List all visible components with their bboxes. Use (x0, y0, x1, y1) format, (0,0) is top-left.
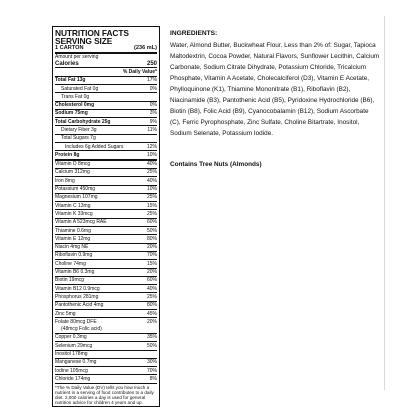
nutrient-row (55, 351, 157, 358)
nutrient-row (55, 367, 157, 374)
nutrient-label: Magnesium 107mg (55, 194, 98, 201)
nutrient-daily-value: 15% (146, 202, 157, 209)
nutrient-row (55, 143, 157, 150)
ingredients-section (170, 28, 380, 170)
nutrient-daily-value: 70% (146, 252, 157, 259)
nutrient-daily-value: 30% (146, 359, 157, 366)
nutrient-label: Zinc 5mg (55, 310, 76, 317)
nutrient-row (55, 194, 157, 201)
nutrient-label: Calcium 312mg (55, 169, 90, 176)
nutrient-daily-value: 9% (149, 118, 157, 125)
nutrient-daily-value: 25% (146, 169, 157, 176)
nutrient-row (55, 102, 157, 109)
daily-value-footnote: *The % Daily Value (DV) tells you how much a nutrient in a serving of food contributes to a daily diet. 2,000 calories a day is used for general nutrition advice for children 4 years and up. (55, 384, 154, 405)
nutrient-daily-value: 40% (146, 161, 157, 168)
serving-unit: 1 CARTON (55, 45, 84, 52)
nutrient-row (55, 318, 157, 325)
nutrient-daily-value: 50% (146, 227, 157, 234)
nutrient-label: Saturated Fat 0g (61, 85, 99, 92)
nutrient-daily-value: 25% (146, 293, 157, 300)
nutrient-row (55, 342, 157, 349)
serving-amount: (236 mL) (133, 45, 157, 52)
nutrient-row (55, 77, 157, 84)
nutrient-row (55, 326, 157, 333)
nutrient-label: Vitamin K 33mcg (55, 210, 93, 217)
nutrient-label: Cholesterol 0mg (55, 102, 95, 109)
nutrition-facts-panel (52, 26, 160, 407)
nutrient-label: Includes 6g Added Sugars (65, 143, 124, 150)
nutrient-row (55, 260, 157, 267)
nutrient-label: Riboflavin 0.9mg (55, 252, 93, 259)
nutrient-row (55, 186, 157, 193)
nutrient-label: Vitamin B12 0.9mcg (55, 285, 100, 292)
ingredients-title: INGREDIENTS: (170, 30, 218, 37)
nutrient-label: Sodium 75mg (55, 110, 88, 117)
nutrient-row (55, 227, 157, 234)
nutrient-label: Niacin 4mg NE (55, 244, 89, 251)
nutrient-daily-value: 17% (146, 77, 157, 84)
calories-value: 250 (146, 60, 157, 67)
nutrient-row (55, 252, 157, 259)
nutrient-daily-value: 0% (149, 85, 157, 92)
nutrient-daily-value: 8% (149, 375, 157, 382)
nutrient-row (55, 375, 157, 382)
nutrient-row (55, 293, 157, 300)
nutrient-label: Dietary Fiber 3g (61, 126, 97, 133)
nutrient-label: Vitamin D 8mcg (55, 161, 91, 168)
nutrient-label: Iron 8mg (55, 177, 75, 184)
nutrient-label: Vitamin B6 0.3mg (55, 269, 95, 276)
nutrient-label: Inositol 178mg (55, 351, 88, 357)
calories-row (55, 60, 157, 67)
nutrient-daily-value: 60% (146, 219, 157, 226)
nutrient-label: Potassium 450mg (55, 186, 96, 193)
nutrient-label: Iodine 105mcg (55, 367, 88, 374)
daily-value-header: % Daily Value* (122, 68, 157, 75)
nutrient-daily-value: 10% (146, 186, 157, 193)
nutrient-row (55, 244, 157, 251)
nutrient-label: Trans Fat 0g (61, 93, 90, 100)
nutrient-label: Total Sugars 7g (61, 135, 96, 142)
ingredients-text: Water, Almond Butter, Buckwheat Flour. Less than 2% of: Sugar, Tapioca Maltodextrin, Cocoa Powder, Natural Flavors, Sunflower Lecithin, Calcium Carbonate, Sodium Citrate Dihydrate, Potassium Chloride, Tricalcium Phosphate, Vitamin A Acetate, Cholecalciferol (D3), Vitamin E Acetate, Phylloquinone (K1), Thiamine Mononitrate (B1), Riboflavin (B2), Niacinamide (B3), Pantothenic Acid (B5), Pyridoxine Hydrochloride (B6), Biotin (B8), Folic Acid (B9), Cyanocobalamin (B12), Sodium Ascorbate (C), Ferric Pyrophosphate, Zinc Sulfate, Choline Bitartrate, Inositol, Sodium Selenate, Potassium Iodide. (170, 42, 380, 137)
nutrient-daily-value: 35% (146, 334, 157, 341)
nutrient-label: Thiamine 0.6mg (55, 227, 91, 234)
nutrition-facts-title: NUTRITION FACTS (55, 28, 129, 38)
nutrient-label: Biotin 19mcg (55, 277, 84, 284)
nutrient-label: (48mcg Folic acid) (61, 326, 102, 333)
nutrient-daily-value: 60% (146, 277, 157, 284)
nutrient-row (55, 210, 157, 217)
nutrient-daily-value: 80% (146, 235, 157, 242)
nutrient-row (55, 110, 157, 117)
nutrient-daily-value: 11% (147, 126, 157, 133)
nutrient-row (55, 151, 157, 158)
nutrient-row (55, 126, 157, 133)
nutrient-row (55, 202, 157, 209)
nutrient-label: Protein 8g (55, 151, 80, 158)
serving-size-heading: SERVING SIZE (55, 36, 113, 47)
nutrient-label: Vitamin C 13mg (55, 202, 91, 209)
calories-label: Calories (55, 60, 79, 67)
nutrient-row (55, 334, 157, 341)
nutrient-daily-value: 40% (146, 177, 157, 184)
nutrient-label: Phosphorus 281mg (55, 293, 99, 300)
nutrient-row (55, 310, 157, 317)
nutrient-label: Total Carbohydrate 25g (55, 118, 111, 125)
nutrient-daily-value: 50% (146, 342, 157, 349)
nutrient-daily-value: 80% (146, 302, 157, 309)
nutrient-row (55, 277, 157, 284)
nutrient-label: Pantothenic Acid 4mg (55, 302, 104, 309)
nutrient-label: Vitamin E 12mg (55, 235, 91, 242)
nutrient-row (55, 285, 157, 292)
nutrient-label: Folate 80mcg DFE (55, 318, 97, 325)
nutrient-row (55, 135, 157, 142)
nutrient-daily-value: 45% (146, 310, 157, 317)
nutrient-row (55, 85, 157, 92)
nutrient-daily-value: 40% (146, 285, 157, 292)
nutrient-rows (55, 76, 157, 383)
nutrient-label: Manganese 0.7mg (55, 359, 97, 366)
nutrient-label: Copper 0.3mg (55, 334, 87, 341)
nutrient-daily-value: 15% (146, 260, 157, 267)
nutrient-label: Choline 74mg (55, 260, 86, 267)
nutrient-daily-value: 3% (149, 110, 157, 117)
nutrient-daily-value: 70% (146, 367, 157, 374)
nutrient-row (55, 169, 157, 176)
nutrient-daily-value: 12% (146, 143, 157, 150)
nutrient-row (55, 359, 157, 366)
amount-per-serving: Amount per serving (55, 53, 99, 60)
nutrient-daily-value: 10% (146, 151, 157, 158)
nutrient-label: Vitamin A 523mcg RAE (55, 219, 107, 226)
nutrient-row (55, 302, 157, 309)
nutrient-daily-value: 25% (146, 194, 157, 201)
nutrient-label: Chloride 174mg (55, 375, 91, 382)
nutrient-daily-value: 20% (146, 269, 157, 276)
page-edge-line (384, 16, 385, 390)
nutrient-label: Total Fat 13g (55, 77, 86, 84)
nutrient-row (55, 177, 157, 184)
nutrient-label: Selenium 29mcg (55, 342, 93, 349)
daily-value-header-row (55, 68, 157, 75)
nutrient-row (55, 219, 157, 226)
nutrient-row (55, 269, 157, 276)
allergen-statement: Contains Tree Nuts (Almonds) (170, 161, 262, 168)
nutrient-row (55, 161, 157, 168)
nutrient-daily-value: 20% (146, 244, 157, 251)
nutrient-daily-value: 20% (146, 318, 157, 325)
nutrient-daily-value: 25% (146, 210, 157, 217)
nutrient-row (55, 118, 157, 125)
nutrient-row (55, 235, 157, 242)
nutrient-daily-value: 0% (149, 102, 157, 109)
nutrient-row (55, 93, 157, 100)
